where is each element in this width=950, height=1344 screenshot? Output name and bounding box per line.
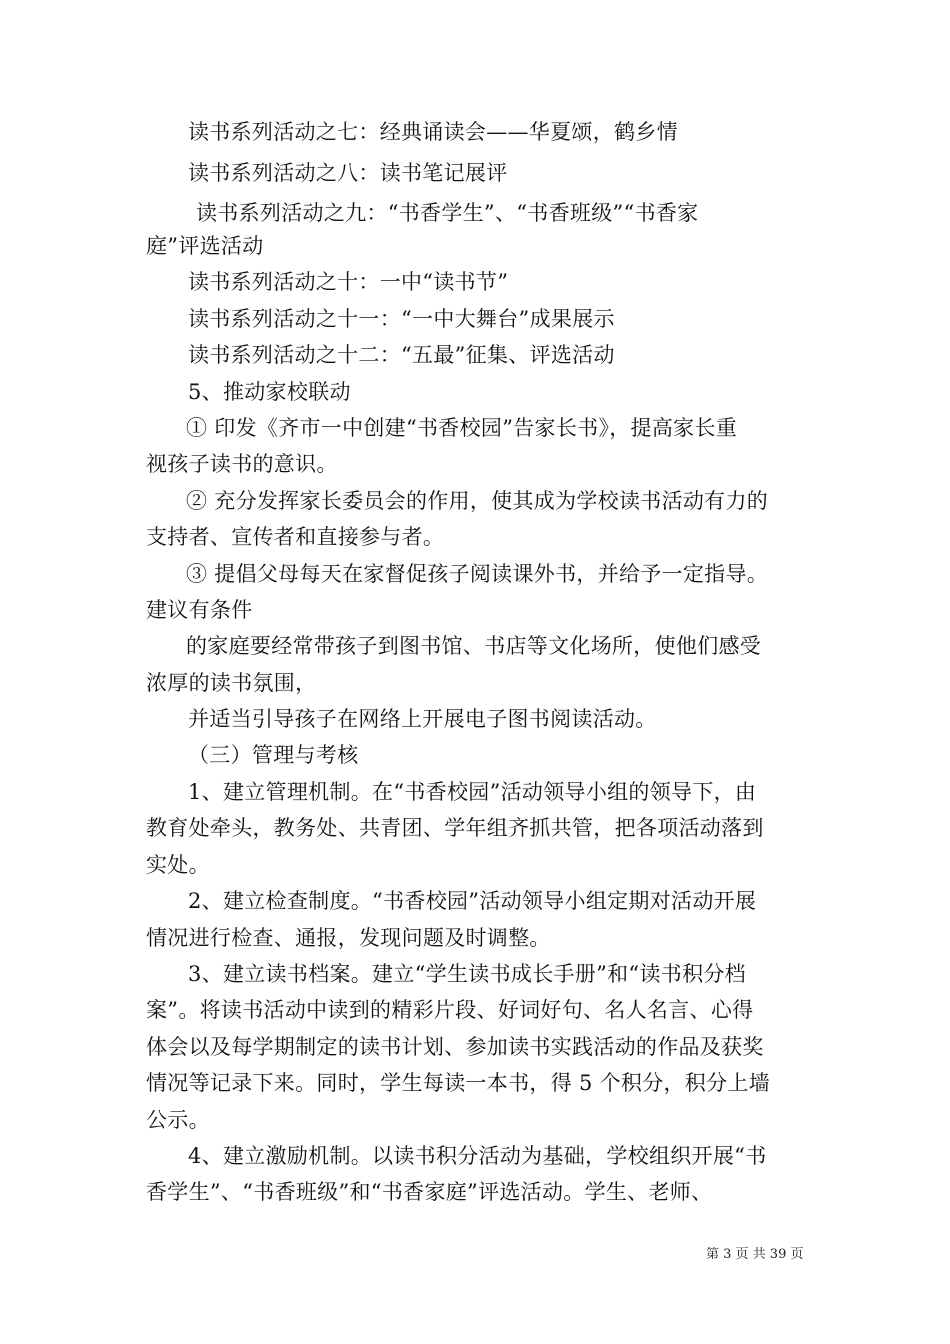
text-line: 4、建立激励机制。以读书积分活动为基础，学校组织开展“书 — [188, 1144, 767, 1168]
text-line: 2、建立检查制度。“书香校园”活动领导小组定期对活动开展 — [188, 889, 757, 913]
text-line: 并适当引导孩子在网络上开展电子图书阅读活动。 — [188, 707, 657, 731]
text-line: 读书系列活动之十：一中“读书节” — [188, 270, 509, 294]
text-line: 庭”评选活动 — [146, 234, 264, 258]
text-line: 支持者、宣传者和直接参与者。 — [146, 525, 445, 549]
text-line: 读书系列活动之七：经典诵读会——华夏颂，鹤乡情 — [188, 120, 678, 144]
text-line: 读书系列活动之十二：“五最”征集、评选活动 — [188, 343, 615, 367]
text-line: 读书系列活动之八：读书笔记展评 — [188, 161, 508, 185]
page-number: 第 3 页 共 39 页 — [706, 1247, 804, 1262]
text-line: 视孩子读书的意识。 — [146, 452, 338, 476]
text-line: 情况等记录下来。同时，学生每读一本书，得 5 个积分，积分上墙 — [146, 1071, 771, 1095]
text-line: 香学生”、“书香班级”和“书香家庭”评选活动。学生、老师、 — [146, 1180, 713, 1204]
text-line: 的家庭要经常带孩子到图书馆、书店等文化场所，使他们感受 — [186, 634, 762, 658]
text-line: 教育处牵头，教务处、共青团、学年组齐抓共管，把各项活动落到 — [146, 816, 764, 840]
text-line: 读书系列活动之九：“书香学生”、“书香班级”“书香家 — [196, 201, 699, 225]
text-line: 公示。 — [146, 1108, 210, 1132]
text-line: 实处。 — [146, 853, 210, 877]
text-line: ② 充分发挥家长委员会的作用，使其成为学校读书活动有力的 — [186, 489, 769, 513]
text-line: 体会以及每学期制定的读书计划、参加读书实践活动的作品及获奖 — [146, 1035, 764, 1059]
text-line: 浓厚的读书氛围， — [146, 671, 317, 695]
text-line: ① 印发《齐市一中创建“书香校园”告家长书》，提高家长重 — [186, 416, 738, 440]
text-line: 读书系列活动之十一：“一中大舞台”成果展示 — [188, 307, 615, 331]
section-heading: 5、推动家校联动 — [188, 380, 351, 404]
section-heading: （三）管理与考核 — [188, 743, 359, 767]
text-line: ③ 提倡父母每天在家督促孩子阅读课外书，并给予一定指导。 — [186, 562, 769, 586]
text-line: 建议有条件 — [146, 598, 253, 622]
text-line: 案”。将读书活动中读到的精彩片段、好词好句、名人名言、心得 — [146, 998, 754, 1022]
text-line: 1、建立管理机制。在“书香校园”活动领导小组的领导下，由 — [188, 780, 757, 804]
text-line: 情况进行检查、通报，发现问题及时调整。 — [146, 926, 551, 950]
text-line: 3、建立读书档案。建立“学生读书成长手册”和“读书积分档 — [188, 962, 746, 986]
